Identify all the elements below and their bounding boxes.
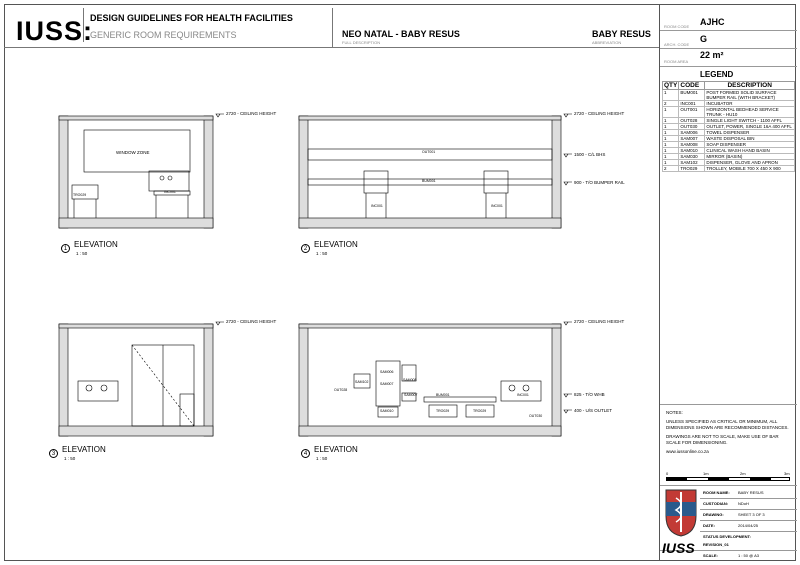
legend-description: TROLLEY, MOBILE 700 X 450 X 900 — [705, 166, 795, 172]
legend-description: CLINICAL WASH HAND BASIN — [705, 148, 795, 154]
ref-ceiling-2: 2720 - CEILING HEIGHT — [574, 111, 625, 116]
legend-qty: 2 — [663, 101, 679, 107]
legend-qty: 1 — [663, 142, 679, 148]
legend-description: DISPENSER, GLOVE AND APRON — [705, 160, 795, 166]
room-abbreviation: BABY RESUS — [592, 29, 651, 39]
legend-title: LEGEND — [700, 70, 734, 79]
legend-description: HORIZONTAL BEDHEAD SERVICE TRUNK - HU10 — [705, 107, 795, 118]
legend-qty: 1 — [663, 148, 679, 154]
website: www.iussonline.co.za — [666, 449, 709, 454]
drawing-area: 2720 - CEILING HEIGHT 2720 - CEILING HEIGHT 1500 - C/L BHS 900 - T/O BUMPER RAIL 2720 - CEILING HEIGHT 2720 - CEILING HEIGHT 825 - T/O WHB 400 - U/S OUTLET WINDOW ZONE TRO029 INC001 OUT001 BUM001 INC001 INC001 SAM102 SAM007 SAM006 SAM008 SAM007 SAM010 OUT028 BUM001 TRO029 TRO029 INC001 OUT030 1 ELEVATION 1 : 50 2 ELEVATION 1 : 50 3 ELEVATION 1 : 50 4 ELEVATION 1 : 50 — [4, 48, 659, 561]
legend-description: INCUBATOR — [705, 101, 795, 107]
legend-code: OUT001 — [679, 107, 705, 118]
iuss-emblem — [664, 488, 698, 538]
legend-code: SAM010 — [679, 148, 705, 154]
elevation-2-number: 2 — [301, 244, 310, 253]
legend-code: OUT028 — [679, 118, 705, 124]
tb-revision: REVISION_01 — [703, 542, 729, 547]
room-area-label: ROOM AREA — [664, 59, 689, 64]
elevation-4-title: ELEVATION — [314, 445, 358, 454]
legend-row — [663, 118, 795, 124]
legend-description: OUTLET, POWER, SINGLE 16A 400 AFFL — [705, 124, 795, 130]
legend-qty: 2 — [663, 166, 679, 172]
legend-code: SAM006 — [679, 130, 705, 136]
legend-description: POST FORMED SOLID SURFACE BUMPER RAIL (WITH BRACKET) — [705, 90, 795, 101]
tb-custodian: NDoH — [738, 501, 749, 506]
tb-room-name: BABY RESUS — [738, 490, 764, 495]
full-description-label: FULL DESCRIPTION — [342, 40, 381, 45]
legend-code: OUT030 — [679, 124, 705, 130]
legend-qty: 1 — [663, 160, 679, 166]
arch-code-label: ARCH. CODE — [664, 42, 690, 47]
legend-code: SAM102 — [679, 160, 705, 166]
window-zone-label: WINDOW ZONE — [116, 150, 150, 155]
legend-code: INC001 — [679, 101, 705, 107]
legend-row — [663, 160, 795, 166]
legend-code: BUM001 — [679, 90, 705, 101]
note-2: DRAWINGS ARE NOT TO SCALE, MAKE USE OF BAR SCALE FOR DIMENSIONING. — [666, 434, 779, 445]
iuss-logo: IUSS: — [16, 16, 94, 46]
room-code: AJHC — [700, 17, 725, 27]
elevation-4-number: 4 — [301, 449, 310, 458]
elevation-3-title: ELEVATION — [62, 445, 106, 454]
ref-cl-bhs: 1500 - C/L BHS — [574, 152, 606, 157]
legend-description: TOWEL DISPENSER — [705, 130, 795, 136]
ref-outlet: 400 - U/S OUTLET — [574, 408, 613, 413]
ref-whb: 825 - T/O WHB — [574, 392, 605, 397]
guideline-subtitle: GENERIC ROOM REQUIREMENTS — [90, 30, 237, 40]
legend-qty: 1 — [663, 107, 679, 118]
legend-code: SAM007 — [679, 136, 705, 142]
notes-label: NOTES: — [666, 410, 683, 415]
tb-date: 2014/04/25 — [738, 523, 759, 528]
legend-qty: 1 — [663, 124, 679, 130]
room-code-label: ROOM CODE — [664, 24, 690, 29]
ref-ceiling-4: 2720 - CEILING HEIGHT — [574, 319, 625, 324]
note-1: UNLESS SPECIFIED AS CRITICAL OR MINIMUM, ALL DIMENSIONS SHOWN ARE RECOMMENDED DISTANCES. — [666, 419, 789, 430]
legend-description: WASTE DISPOSAL BIN — [705, 136, 795, 142]
legend-qty: 1 — [663, 154, 679, 160]
legend-description: SOAP DISPENSER — [705, 142, 795, 148]
legend-qty: 1 — [663, 118, 679, 124]
iuss-logo-small: IUSS — [662, 540, 695, 556]
elevation-drawings — [4, 48, 659, 561]
legend-row — [663, 166, 795, 172]
elevation-1-number: 1 — [61, 244, 70, 253]
ref-ceiling-3: 2720 - CEILING HEIGHT — [226, 319, 277, 324]
room-area: 22 m² — [700, 50, 724, 60]
legend-code: SAM008 — [679, 142, 705, 148]
abbreviation-label: ABBREVIATION — [592, 40, 622, 45]
legend-description: MIRROR (BASIN) — [705, 154, 795, 160]
ref-ceiling-1: 2720 - CEILING HEIGHT — [226, 111, 277, 116]
bar-scale — [666, 477, 790, 481]
legend-qty: 1 — [663, 90, 679, 101]
side-panel: ROOM CODE AJHC ARCH. CODE G ROOM AREA 22 m² LEGEND QTY CODE DESCRIPTION 1 BUM001 POST FORMED SOLID SURFACE BUMPER RAIL (WITH BRACKET) 2 INC001 INCUBATOR 1 OUT001 HORIZONTAL BEDHEAD SERVICE TRUNK - HU10 1 OUT028 SINGLE LIGHT SWITCH - 1100 AFFL 1 OUT030 OUTLET, POWER, SINGLE 16A 400 AFFL 1 SAM006 TOWEL DISPENSER 1 SAM007 WASTE DISPOSAL BIN 1 SAM008 SOAP DISPENSER 1 SAM010 CLINICAL WASH HAND BASIN 1 SAM030 MIRROR (BASIN) 1 SAM102 DISPENSER, GLOVE AND APRON 2 TRO029 TROLLEY, MOBILE 700 X 450 X 900 NOTES: UNLESS SPECIFIED AS CRITICAL OR MINIMUM, ALL DIMENSIONS SHOWN ARE RECOMMENDED DISTANCES. DRAWINGS ARE NOT TO SCALE, MAKE USE OF BAR SCALE FOR DIMENSIONING. www.iussonline.co.za 0 1m 2m 3m ROOM NAME: BABY RESUS CUSTODIAN: NDoH DRAWING: SHEET 3 OF 3 DATE: 2014/04/25 STATUS DEVELOPMENT: REVISION_01 IUSS SCALE: 1 : 50 @ A3 — [659, 4, 796, 561]
notes — [666, 410, 794, 458]
legend-row — [663, 124, 795, 130]
tb-scale: 1 : 50 @ A3 — [738, 553, 759, 558]
legend-row — [663, 90, 795, 101]
elevation-3-number: 3 — [49, 449, 58, 458]
arch-code: G — [700, 34, 708, 44]
room-full-name: NEO NATAL - BABY RESUS — [342, 29, 460, 39]
legend-qty: 1 — [663, 130, 679, 136]
legend-table: QTY CODE DESCRIPTION 1 BUM001 POST FORMED SOLID SURFACE BUMPER RAIL (WITH BRACKET) 2 INC001 INCUBATOR 1 OUT001 HORIZONTAL BEDHEAD SERVICE TRUNK - HU10 1 OUT028 SINGLE LIGHT SWITCH - 1100 AFFL 1 OUT030 OUTLET, POWER, SINGLE 16A 400 AFFL 1 SAM006 TOWEL DISPENSER 1 SAM007 WASTE DISPOSAL BIN 1 SAM008 SOAP DISPENSER 1 SAM010 CLINICAL WASH HAND BASIN 1 SAM030 MIRROR (BASIN) 1 SAM102 DISPENSER, GLOVE AND APRON 2 TRO029 TROLLEY, MOBILE 700 X 450 X 900 — [662, 81, 795, 172]
guideline-title: DESIGN GUIDELINES FOR HEALTH FACILITIES — [90, 13, 293, 23]
legend-code: SAM030 — [679, 154, 705, 160]
legend-code: TRO029 — [679, 166, 705, 172]
elevation-1-title: ELEVATION — [74, 240, 118, 249]
ref-bumper: 900 - T/O BUMPER RAIL — [574, 180, 625, 185]
legend-description: SINGLE LIGHT SWITCH - 1100 AFFL — [705, 118, 795, 124]
legend-row — [663, 107, 795, 118]
tb-drawing: SHEET 3 OF 3 — [738, 512, 765, 517]
legend-qty: 1 — [663, 136, 679, 142]
elevation-2-title: ELEVATION — [314, 240, 358, 249]
